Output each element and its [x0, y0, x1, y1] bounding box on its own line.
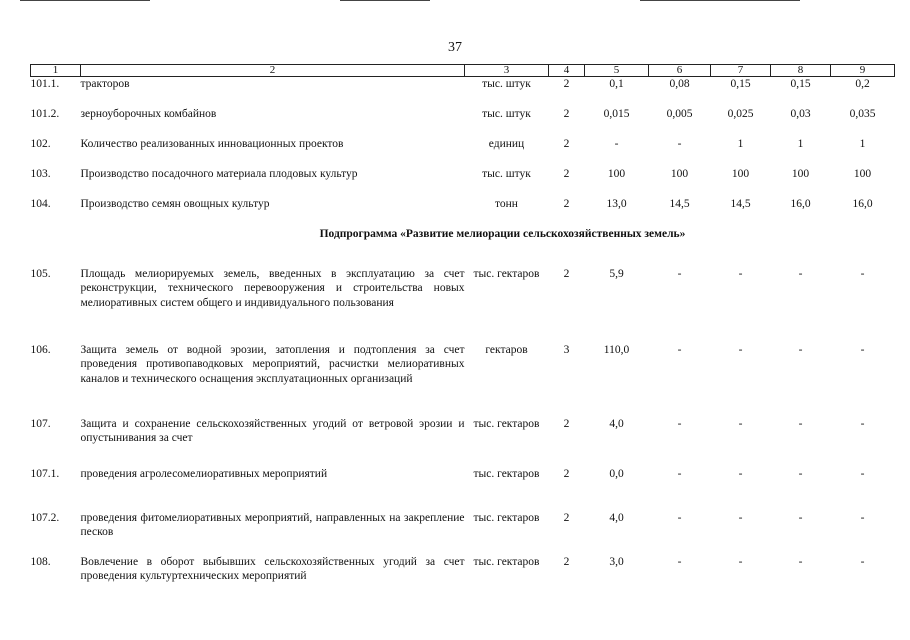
year-value: - [860, 555, 865, 568]
year-value: - [738, 267, 743, 280]
year-value: 0,2 [855, 78, 870, 90]
indicator-name: Защита земель от водной эрозии, затопления и подтопления за счет проведения противопаводковых мероприятий, расчистки мелиоративных каналов и технического оснащения эксплуатационных организаций [80, 343, 465, 385]
year-value: 5,9 [609, 267, 624, 280]
weight-value: 2 [563, 167, 570, 180]
weight-value: 2 [563, 267, 570, 280]
year-value: 100 [607, 167, 626, 180]
year-value: - [860, 467, 865, 480]
indicator-name: проведения агролесомелиоративных мероприятий [80, 467, 328, 480]
unit-of-measure: тыс. гектаров [473, 467, 540, 480]
year-value: - [738, 417, 743, 430]
year-value: 13,0 [606, 197, 627, 210]
year-value: - [677, 511, 682, 524]
table-row [31, 167, 895, 197]
section-title: Подпрограмма «Развитие мелиорации сельскохозяйственных земель» [319, 227, 686, 240]
indicator-name: Производство посадочного материала плодовых культур [80, 167, 358, 180]
page-number: 37 [448, 40, 462, 55]
year-value: 1 [737, 137, 744, 150]
year-value: 0,03 [790, 107, 811, 120]
year-value: 0,015 [603, 107, 630, 120]
table-body [31, 77, 895, 595]
unit-of-measure: тыс. гектаров [473, 267, 540, 280]
unit-of-measure: тыс. штук [482, 107, 531, 120]
column-number: 2 [81, 65, 465, 77]
year-value: - [677, 467, 682, 480]
year-value: - [860, 343, 865, 356]
year-value: - [798, 511, 803, 524]
weight-value: 2 [563, 555, 570, 568]
year-value: - [738, 343, 743, 356]
column-number-row [31, 65, 895, 77]
column-number: 7 [711, 65, 771, 77]
year-value: - [738, 555, 743, 568]
year-value: 16,0 [790, 197, 811, 210]
year-value: 0,0 [609, 467, 624, 480]
year-value: 1 [859, 137, 866, 150]
column-number: 1 [31, 65, 81, 77]
indicator-name: Количество реализованных инновационных проектов [80, 137, 344, 150]
section-heading-row [31, 227, 895, 267]
year-value: 100 [853, 167, 872, 180]
weight-value: 2 [563, 197, 570, 210]
unit-of-measure: тыс. гектаров [473, 555, 540, 568]
unit-of-measure: тыс. штук [482, 78, 531, 90]
row-number: 102. [30, 137, 51, 150]
year-value: - [677, 137, 682, 150]
year-value: 0,15 [730, 78, 751, 90]
year-value: 0,08 [669, 78, 690, 90]
indicator-name: Площадь мелиорируемых земель, введенных в эксплуатацию за счет реконструкции, технического перевооружения и строительства новых мелиоративных систем общего и индивидуального пользования [80, 267, 465, 309]
year-value: - [738, 511, 743, 524]
year-value: 16,0 [852, 197, 873, 210]
scan-edge-line [20, 0, 150, 1]
year-value: - [677, 555, 682, 568]
table-row [31, 417, 895, 467]
row-number: 104. [30, 197, 51, 210]
indicator-name: Вовлечение в оборот выбывших сельскохозяйственных угодий за счет проведения культуртехнических мероприятий [80, 555, 465, 582]
table-row [31, 267, 895, 343]
row-number: 107.1. [30, 467, 60, 480]
year-value: 0,035 [849, 107, 876, 120]
row-number: 101.2. [30, 107, 60, 120]
year-value: - [677, 267, 682, 280]
table-row [31, 77, 895, 107]
weight-value: 2 [563, 511, 570, 524]
indicator-name: зерноуборочных комбайнов [80, 107, 217, 120]
table-row [31, 197, 895, 227]
weight-value: 2 [563, 467, 570, 480]
year-value: 1 [797, 137, 804, 150]
year-value: 0,005 [666, 107, 693, 120]
year-value: 100 [791, 167, 810, 180]
year-value: 4,0 [609, 511, 624, 524]
row-number: 105. [30, 267, 51, 280]
scan-edge-line [340, 0, 430, 1]
weight-value: 2 [563, 78, 570, 90]
year-value: 110,0 [603, 343, 630, 356]
scan-edge-line [640, 0, 800, 1]
year-value: - [860, 417, 865, 430]
year-value: 0,025 [727, 107, 754, 120]
row-number: 107.2. [30, 511, 60, 524]
indicator-name: проведения фитомелиоративных мероприятий, направленных на закрепление песков [80, 511, 465, 538]
year-value: 100 [670, 167, 689, 180]
row-number: 101.1. [30, 78, 60, 90]
table-row [31, 137, 895, 167]
unit-of-measure: гектаров [485, 343, 528, 356]
indicators-table [30, 64, 895, 595]
table-row [31, 555, 895, 595]
unit-of-measure: единиц [488, 137, 525, 150]
unit-of-measure: тонн [495, 197, 518, 210]
year-value: 3,0 [609, 555, 624, 568]
indicator-name: Производство семян овощных культур [80, 197, 270, 210]
weight-value: 2 [563, 107, 570, 120]
year-value: - [860, 267, 865, 280]
indicator-name: тракторов [80, 78, 130, 90]
row-number: 108. [30, 555, 51, 568]
weight-value: 2 [563, 417, 570, 430]
year-value: - [798, 555, 803, 568]
year-value: 14,5 [730, 197, 751, 210]
year-value: - [677, 417, 682, 430]
row-number: 103. [30, 167, 51, 180]
table-row [31, 343, 895, 417]
year-value: - [677, 343, 682, 356]
year-value: - [738, 467, 743, 480]
unit-of-measure: тыс. штук [482, 167, 531, 180]
year-value: - [798, 267, 803, 280]
year-value: 0,15 [790, 78, 811, 90]
column-number: 8 [771, 65, 831, 77]
year-value: 100 [731, 167, 750, 180]
year-value: - [798, 343, 803, 356]
year-value: - [798, 467, 803, 480]
row-number: 106. [30, 343, 51, 356]
table-row [31, 511, 895, 555]
year-value: - [860, 511, 865, 524]
column-number: 5 [585, 65, 649, 77]
year-value: 0,1 [609, 78, 624, 90]
column-number: 3 [465, 65, 549, 77]
year-value: 4,0 [609, 417, 624, 430]
year-value: 14,5 [669, 197, 690, 210]
table-row [31, 107, 895, 137]
column-number: 9 [831, 65, 895, 77]
table-row [31, 467, 895, 511]
weight-value: 2 [563, 137, 570, 150]
column-number: 4 [549, 65, 585, 77]
weight-value: 3 [563, 343, 570, 356]
row-number: 107. [30, 417, 51, 430]
year-value: - [614, 137, 619, 150]
year-value: - [798, 417, 803, 430]
unit-of-measure: тыс. гектаров [473, 417, 540, 430]
indicator-name: Защита и сохранение сельскохозяйственных угодий от ветровой эрозии и опустынивания за счет [80, 417, 465, 444]
unit-of-measure: тыс. гектаров [473, 511, 540, 524]
column-number: 6 [649, 65, 711, 77]
